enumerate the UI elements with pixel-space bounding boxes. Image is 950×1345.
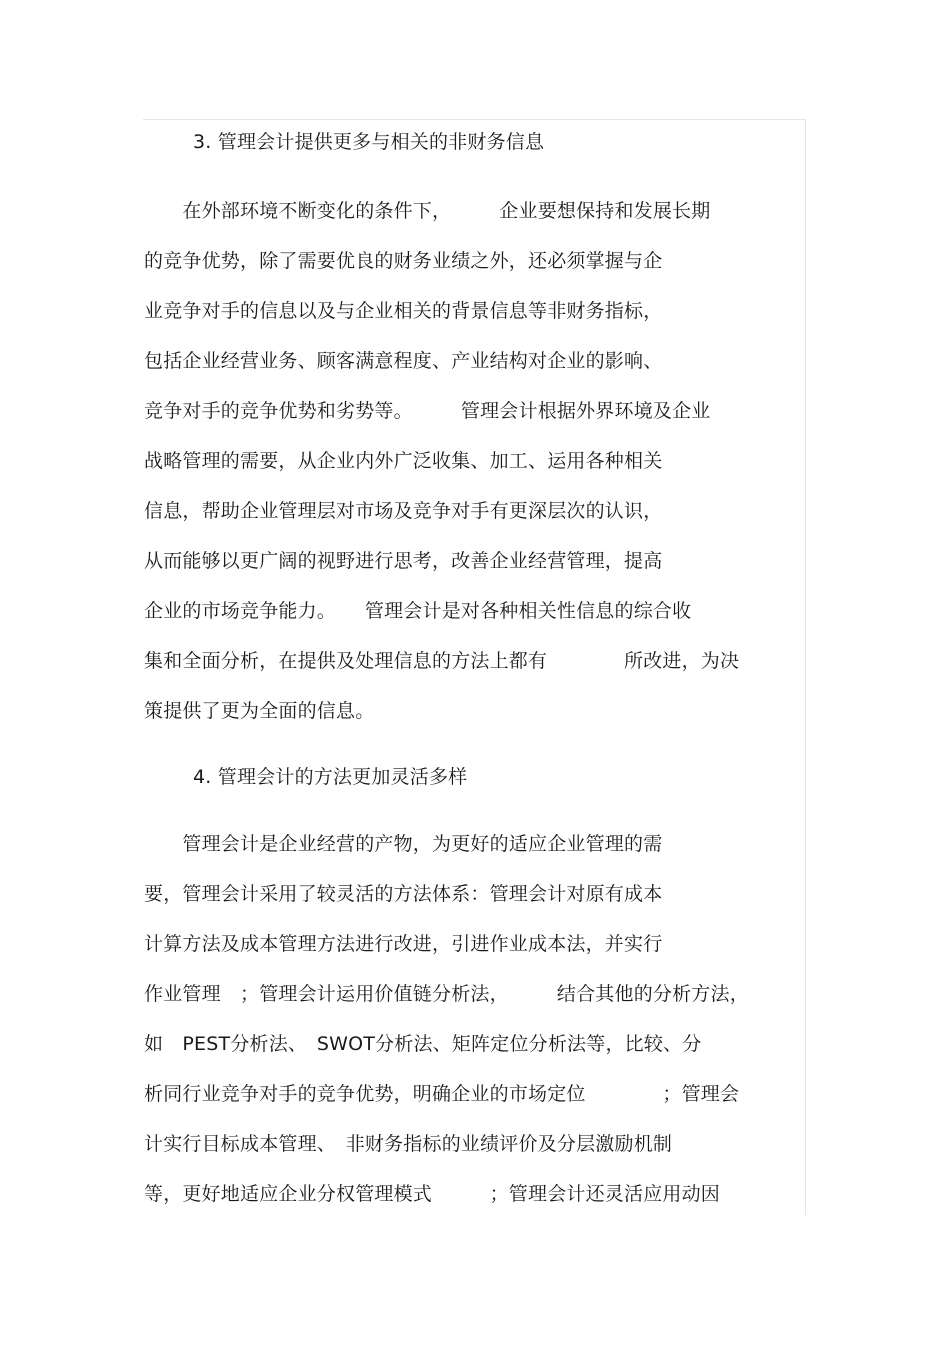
paragraph-line: 战略管理的需要，从企业内外广泛收集、加工、运用各种相关 [144,450,663,472]
paragraph-line: 从而能够以更广阔的视野进行思考，改善企业经营管理，提高 [144,550,663,572]
paragraph-line: 要，管理会计采用了较灵活的方法体系：管理会计对原有成本 [144,883,663,905]
paragraph-line: 信息，帮助企业管理层对市场及竞争对手有更深层次的认识， [144,500,663,522]
paragraph-line: 计算方法及成本管理方法进行改进，引进作业成本法，并实行 [144,933,663,955]
paragraph-line: 企业的市场竞争能力。 管理会计是对各种相关性信息的综合收 [144,600,692,622]
paragraph-line: 的竞争优势，除了需要优良的财务业绩之外，还必须掌握与企 [144,250,663,272]
paragraph-line: 策提供了更为全面的信息。 [144,700,375,722]
paragraph-line: 管理会计是企业经营的产物，为更好的适应企业管理的需 [144,833,663,855]
paragraph-line: 计实行目标成本管理、 非财务指标的业绩评价及分层激励机制 [144,1133,673,1155]
paragraph-line: 集和全面分析，在提供及处理信息的方法上都有 所改进，为决 [144,650,740,672]
paragraph-line: 业竞争对手的信息以及与企业相关的背景信息等非财务指标， [144,300,663,322]
paragraph-line: 竞争对手的竞争优势和劣势等。 管理会计根据外界环境及企业 [144,400,711,422]
paragraph-line: 包括企业经营业务、顾客满意程度、产业结构对企业的影响、 [144,350,663,372]
paragraph-line: 在外部环境不断变化的条件下， 企业要想保持和发展长期 [144,200,711,222]
paragraph-line: 析同行业竞争对手的竞争优势，明确企业的市场定位 ；管理会 [144,1083,740,1105]
paragraph-line: 如 PEST分析法、 SWOT分析法、矩阵定位分析法等，比较、分 [144,1033,702,1055]
section-heading-4: 4. 管理会计的方法更加灵活多样 [193,766,468,788]
paragraph-line: 等，更好地适应企业分权管理模式 ；管理会计还灵活应用动因 [144,1183,721,1205]
paragraph-line: 作业管理 ；管理会计运用价值链分析法， 结合其他的分析方法， [144,983,749,1005]
section-heading-3: 3. 管理会计提供更多与相关的非财务信息 [193,131,545,153]
